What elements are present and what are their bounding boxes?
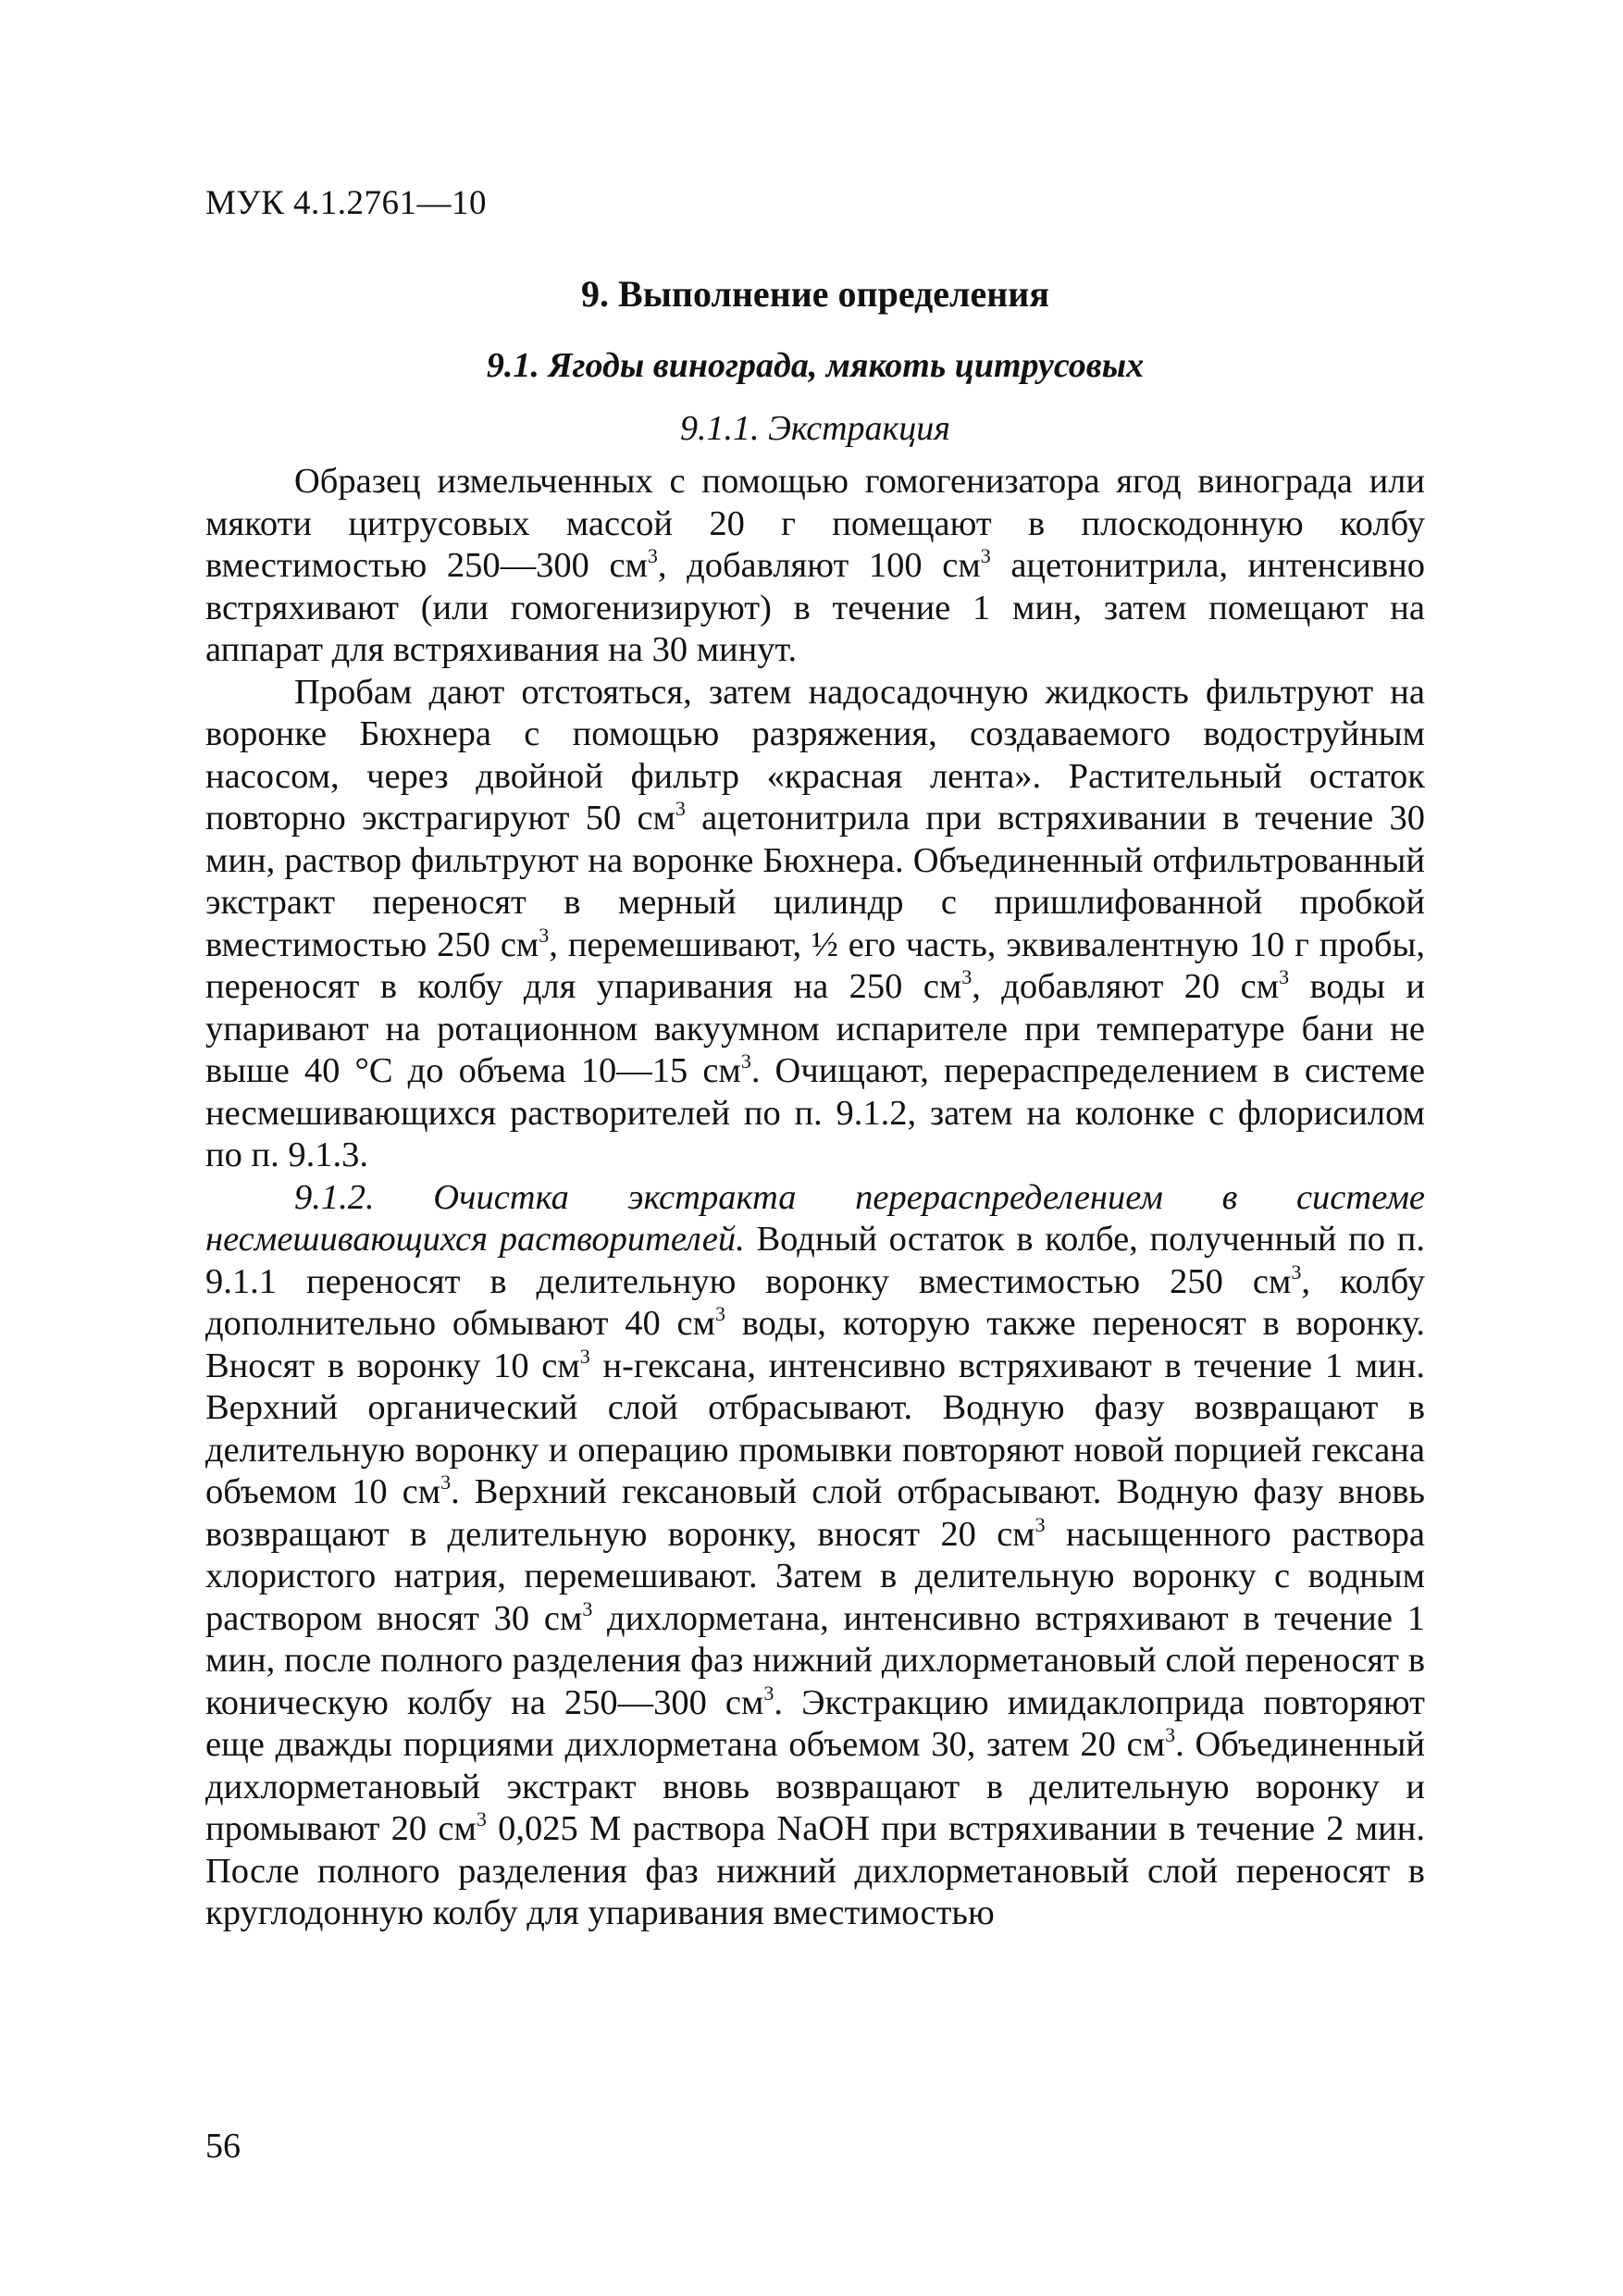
- text-run: . Экстракцию имидаклоприда повторяют еще дважды порциями дихлорметана объемом 30, затем 20 см: [205, 1682, 1425, 1764]
- text-run: . Очищают, перераспределением в системе несмешивающихся растворителей по п. 9.1.2, затем на колонке с флорисилом по п. 9.1.3.: [205, 1051, 1425, 1174]
- superscript: 3: [763, 1681, 774, 1705]
- superscript: 3: [961, 965, 973, 988]
- superscript: 3: [1279, 965, 1290, 988]
- text-run: ацетонитрила при встряхивании в течение 30 мин, раствор фильтруют на воронке Бюхнера. Объединенный отфильтрованный экстракт переносят в мерный цилиндр с пришлифованной пробкой вместимостью 250 см: [205, 799, 1425, 964]
- text-run: воды и упаривают на ротационном вакуумном испарителе при температуре бани не выше 40 °С до объема 10—15 см: [205, 967, 1426, 1090]
- text-run: Образец измельченных с помощью гомогенизатора ягод винограда или мякоти цитрусовых массой 20 г помещают в плоскодонную колбу вместимостью 250—300 см: [205, 462, 1425, 585]
- text-run: . Верхний гексановый слой отбрасывают. Водную фазу вновь возвращают в делительную воронку, вносят 20 см: [205, 1472, 1425, 1554]
- superscript: 3: [1291, 1260, 1302, 1284]
- superscript: 3: [579, 1344, 590, 1368]
- text-run: . Объединенный дихлорметановый экстракт вновь возвращают в делительную воронку и промывают 20 см: [205, 1725, 1425, 1848]
- text-run: Пробам дают отстояться, затем надосадочную жидкость фильтруют на воронке Бюхнера с помощью разряжения, создаваемого водоструйным насосом, через двойной фильтр «красная лента». Растительный остаток повторно экстрагируют 50 см: [205, 672, 1425, 838]
- superscript: 3: [476, 1807, 487, 1831]
- text-run: 0,025 М раствора NaOH при встряхивании в течение 2 мин. После полного разделения фаз нижний дихлорметановый слой переносят в круглодонную колбу для упаривания вместимостью: [205, 1809, 1425, 1932]
- document-code: МУК 4.1.2761—10: [205, 184, 488, 222]
- subsection-title: 9.1. Ягоды винограда, мякоть цитрусовых: [486, 346, 1145, 385]
- superscript: 3: [440, 1471, 452, 1494]
- section-title: 9. Выполнение определения: [581, 273, 1049, 315]
- text-run: , колбу дополнительно обмывают 40 см: [205, 1261, 1425, 1343]
- text-run: воды, которую также переносят в воронку. Вносят в воронку 10 см: [205, 1304, 1426, 1385]
- superscript: 3: [1165, 1723, 1176, 1746]
- text-run: н-гексана, интенсивно встряхивают в течение 1 мин. Верхний органический слой отбрасывают. Водную фазу возвращают в делительную воронку и операцию промывки повторяют новой порцией гексана объемом 10 см: [205, 1346, 1426, 1511]
- text-run: насыщенного раствора хлористого натрия, перемешивают. Затем в делительную воронку с водным раствором вносят 30 см: [205, 1514, 1425, 1638]
- superscript: 3: [675, 797, 686, 820]
- text-run: дихлорметана, интенсивно встряхивают в течение 1 мин, после полного разделения фаз нижний дихлорметановый слой переносят в коническую колбу на 250—300 см: [205, 1598, 1425, 1722]
- paragraph-filtration: [205, 672, 1425, 1177]
- superscript: 3: [539, 923, 550, 947]
- superscript: 3: [740, 1049, 751, 1073]
- body-text: [205, 461, 1425, 1935]
- text-run: Водный остаток в колбе, полученный по п. 9.1.1 переносят в делительную воронку вместимостью 250 см: [205, 1220, 1425, 1301]
- superscript: 3: [980, 544, 991, 567]
- superscript: 3: [1035, 1512, 1046, 1536]
- text-run: , добавляют 20 см: [972, 967, 1280, 1006]
- text-run: , добавляют 100 см: [657, 546, 981, 585]
- superscript: 3: [582, 1596, 593, 1620]
- page-number: 56: [205, 2127, 241, 2166]
- paragraph-lead-heading: 9.1.2. Очистка экстракта перераспределением в системе несмешивающихся растворителей.: [205, 1177, 1425, 1259]
- superscript: 3: [647, 544, 658, 567]
- superscript: 3: [714, 1302, 725, 1325]
- subsubsection-title: 9.1.1. Экстракция: [680, 409, 950, 448]
- paragraph-purification: [205, 1177, 1425, 1935]
- text-run: , перемешивают, ½ его часть, эквивалентную 10 г пробы, переносят в колбу для упаривания на 250 см: [205, 925, 1425, 1006]
- text-run: ацетонитрила, интенсивно встряхивают (или гомогенизируют) в течение 1 мин, затем помещают на аппарат для встряхивания на 30 минут.: [205, 546, 1425, 669]
- paragraph-extraction: [205, 461, 1425, 672]
